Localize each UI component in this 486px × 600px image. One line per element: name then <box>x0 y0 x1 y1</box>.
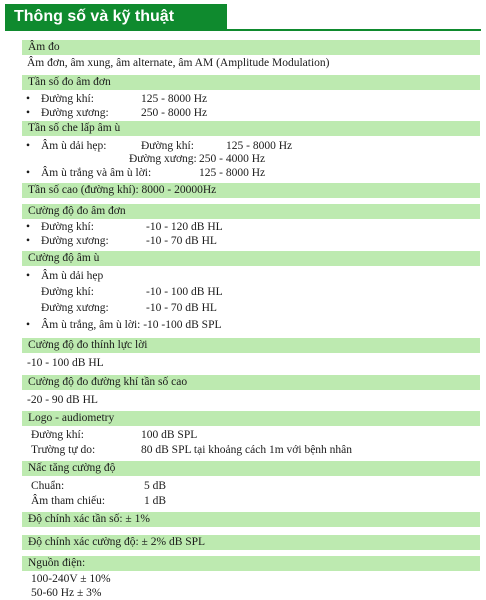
row-label: Đường khí: <box>41 221 94 233</box>
section-header-cuong-do-am-u: Cường độ âm ù <box>22 251 480 266</box>
power-line: 100-240V ± 10% <box>31 573 111 585</box>
section-header-chinh-xac-cuong-do: Độ chính xác cường độ: ± 2% dB SPL <box>22 535 480 550</box>
section-header-logo: Logo - audiometry <box>22 411 480 426</box>
am-do-text: Âm đơn, âm xung, âm alternate, âm AM (Amplitude Modulation) <box>27 57 330 69</box>
row-label: Đường xương: <box>41 235 109 247</box>
row-value: 5 dB <box>144 480 167 492</box>
row-value: 250 - 8000 Hz <box>141 107 208 119</box>
bullet: • <box>26 93 31 105</box>
section-header-chinh-xac-tan-so: Độ chính xác tần số: ± 1% <box>22 512 480 527</box>
row-value: 80 dB SPL tại khoảng cách 1m với bệnh nhân <box>141 444 353 456</box>
row-value: -10 - 100 dB HL <box>146 286 223 298</box>
bullet: • <box>26 221 31 233</box>
row-value: -10 - 120 dB HL <box>146 221 223 233</box>
bullet: • <box>26 270 31 282</box>
section-header-tan-so-cao: Tần số cao (đường khí): 8000 - 20000Hz <box>22 183 480 198</box>
section-header-cuong-do-am-don: Cường độ đo âm đơn <box>22 204 480 219</box>
bullet: • <box>26 140 31 152</box>
bullet: • <box>26 107 31 119</box>
row-value: -10 - 70 dB HL <box>146 302 217 314</box>
row-value: 125 - 8000 Hz <box>141 93 208 105</box>
row-label: Đường xương: <box>41 107 109 119</box>
bullet: • <box>26 319 31 331</box>
row-label: Chuẩn: <box>31 480 65 492</box>
row-label: Đường khí: <box>31 429 84 441</box>
row-label: Đường khí: <box>141 140 194 152</box>
row-value: 125 - 8000 Hz <box>226 140 293 152</box>
section-header-tan-so-cao-cuong-do: Cường độ đo đường khí tần số cao <box>22 375 480 390</box>
row-label: Đường khí: <box>41 93 94 105</box>
bullet: • <box>26 167 31 179</box>
row-text: Âm ù trắng, âm ù lời: -10 -100 dB SPL <box>41 319 222 331</box>
section-header-thinh-luc-loi: Cường độ đo thính lực lời <box>22 338 480 353</box>
section-value: -20 - 90 dB HL <box>27 394 98 406</box>
section-header-nguon-dien: Nguồn điện: <box>22 556 480 571</box>
row-value: 100 dB SPL <box>141 429 198 441</box>
row-label: Âm ù dải hẹp: <box>41 140 107 152</box>
title-underline <box>5 29 481 31</box>
page-title: Thông số và kỹ thuật <box>5 4 227 29</box>
power-line: 50-60 Hz ± 3% <box>31 587 102 599</box>
row-label: Đường xương: <box>41 302 109 314</box>
row-value: 250 - 4000 Hz <box>199 153 266 165</box>
section-header-nac-tang: Nấc tăng cường độ <box>22 461 480 476</box>
section-value: -10 - 100 dB HL <box>27 357 104 369</box>
row-label: Âm ù dải hẹp <box>41 270 104 282</box>
row-label: Đường xương: <box>129 153 197 165</box>
row-value: -10 - 70 dB HL <box>146 235 217 247</box>
bullet: • <box>26 235 31 247</box>
section-header-am-do: Âm đo <box>22 40 480 55</box>
row-label: Đường khí: <box>41 286 94 298</box>
row-label: Âm tham chiếu: <box>31 495 106 507</box>
row-label: Âm ù trắng và âm ù lời: <box>41 167 152 179</box>
section-header-tan-so-che-lap: Tần số che lấp âm ù <box>22 121 480 136</box>
row-value: 125 - 8000 Hz <box>199 167 266 179</box>
row-value: 1 dB <box>144 495 167 507</box>
section-header-tan-so-am-don: Tần số đo âm đơn <box>22 75 480 90</box>
row-label: Trường tự do: <box>31 444 96 456</box>
